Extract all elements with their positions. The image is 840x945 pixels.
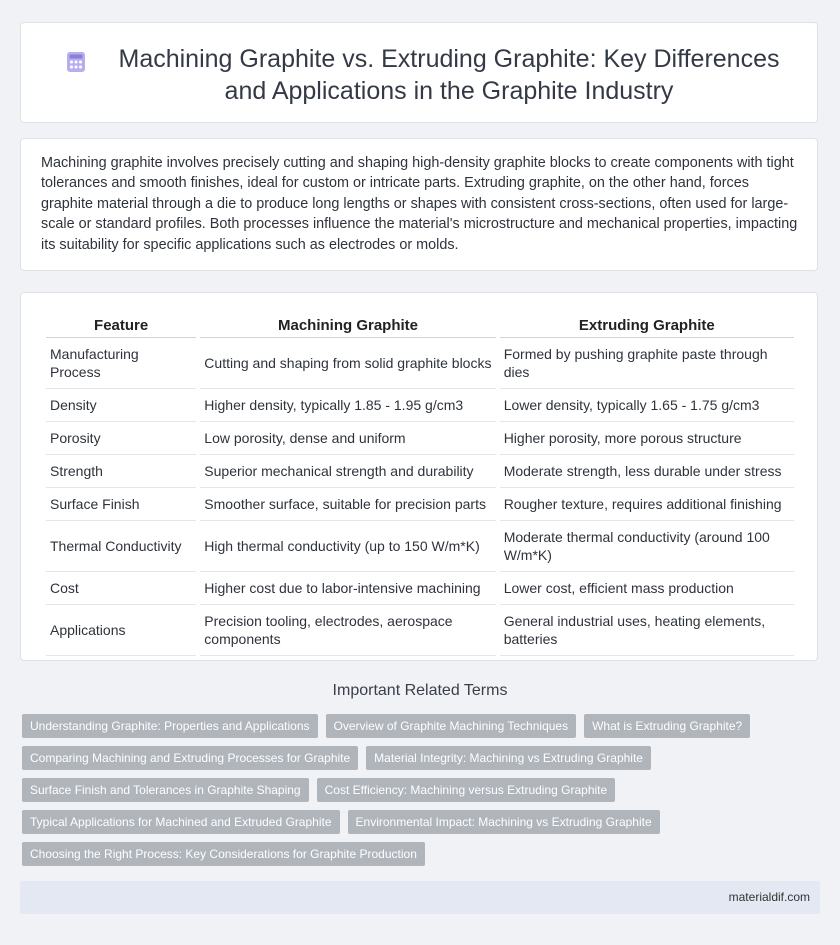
footer-site-name[interactable]: materialdif.com bbox=[728, 890, 810, 904]
feature-cell: Manufacturing Process bbox=[46, 338, 196, 389]
related-term-link[interactable]: Choosing the Right Process: Key Considerations for Graphite Production bbox=[22, 842, 425, 866]
feature-cell: Surface Finish bbox=[46, 488, 196, 521]
extruding-cell: Rougher texture, requires additional finishing bbox=[500, 488, 794, 521]
related-term-link[interactable]: Understanding Graphite: Properties and Applications bbox=[22, 714, 318, 738]
table-row bbox=[46, 488, 794, 521]
machining-cell: Low porosity, dense and uniform bbox=[200, 422, 495, 455]
table-row bbox=[46, 605, 794, 656]
related-term-link[interactable]: Cost Efficiency: Machining versus Extruding Graphite bbox=[317, 778, 616, 802]
feature-cell: Porosity bbox=[46, 422, 196, 455]
header-extruding: Extruding Graphite bbox=[500, 315, 794, 338]
feature-cell: Strength bbox=[46, 455, 196, 488]
extruding-cell: General industrial uses, heating elements, batteries bbox=[500, 605, 794, 656]
related-term-link[interactable]: Surface Finish and Tolerances in Graphite Shaping bbox=[22, 778, 309, 802]
extruding-cell: Higher porosity, more porous structure bbox=[500, 422, 794, 455]
table-row bbox=[46, 455, 794, 488]
intro-paragraph: Machining graphite involves precisely cutting and shaping high-density graphite blocks to create components with tight tolerances and smooth finishes, ideal for custom or intricate parts. Extruding graphite, on the other hand, forces graphite material through a die to produce long lengths or shapes with consistent cross-sections, often used for large-scale or standard profiles. Both processes influence the material's microstructure and mechanical properties, impacting its suitability for specific applications such as electrodes or molds. bbox=[41, 155, 798, 253]
calculator-icon bbox=[65, 51, 87, 73]
related-term-link[interactable]: Overview of Graphite Machining Techniques bbox=[326, 714, 577, 738]
title-card bbox=[20, 22, 818, 123]
related-term-link[interactable]: Comparing Machining and Extruding Processes for Graphite bbox=[22, 746, 358, 770]
machining-cell: Cutting and shaping from solid graphite blocks bbox=[200, 338, 495, 389]
header-machining: Machining Graphite bbox=[200, 315, 495, 338]
header-feature: Feature bbox=[46, 315, 196, 338]
table-row bbox=[46, 422, 794, 455]
machining-cell: Smoother surface, suitable for precision parts bbox=[200, 488, 495, 521]
feature-cell: Applications bbox=[46, 605, 196, 656]
related-term-link[interactable]: Environmental Impact: Machining vs Extruding Graphite bbox=[348, 810, 660, 834]
table-row bbox=[46, 338, 794, 389]
footer-bar bbox=[20, 881, 820, 914]
machining-cell: Higher density, typically 1.85 - 1.95 g/cm3 bbox=[200, 389, 495, 422]
machining-cell: Higher cost due to labor-intensive machining bbox=[200, 572, 495, 605]
extruding-cell: Moderate thermal conductivity (around 100 W/m*K) bbox=[500, 521, 794, 572]
extruding-cell: Lower cost, efficient mass production bbox=[500, 572, 794, 605]
related-term-link[interactable]: What is Extruding Graphite? bbox=[584, 714, 750, 738]
comparison-card bbox=[20, 292, 818, 661]
extruding-cell: Moderate strength, less durable under stress bbox=[500, 455, 794, 488]
table-row bbox=[46, 389, 794, 422]
machining-cell: Superior mechanical strength and durability bbox=[200, 455, 495, 488]
feature-cell: Density bbox=[46, 389, 196, 422]
related-term-link[interactable]: Typical Applications for Machined and Extruded Graphite bbox=[22, 810, 340, 834]
page-title: Machining Graphite vs. Extruding Graphite: Key Differences and Applications in the Graphite Industry bbox=[118, 45, 780, 105]
machining-cell: High thermal conductivity (up to 150 W/m*K) bbox=[200, 521, 495, 572]
extruding-cell: Lower density, typically 1.65 - 1.75 g/cm3 bbox=[500, 389, 794, 422]
table-row bbox=[46, 572, 794, 605]
feature-cell: Thermal Conductivity bbox=[46, 521, 196, 572]
table-row bbox=[46, 521, 794, 572]
comparison-table bbox=[42, 315, 798, 656]
extruding-cell: Formed by pushing graphite paste through dies bbox=[500, 338, 794, 389]
feature-cell: Cost bbox=[46, 572, 196, 605]
related-terms-list bbox=[22, 714, 802, 866]
machining-cell: Precision tooling, electrodes, aerospace components bbox=[200, 605, 495, 656]
related-terms-heading: Important Related Terms bbox=[332, 682, 508, 699]
intro-card bbox=[20, 138, 818, 271]
related-term-link[interactable]: Material Integrity: Machining vs Extruding Graphite bbox=[366, 746, 651, 770]
table-header-row bbox=[46, 315, 794, 338]
